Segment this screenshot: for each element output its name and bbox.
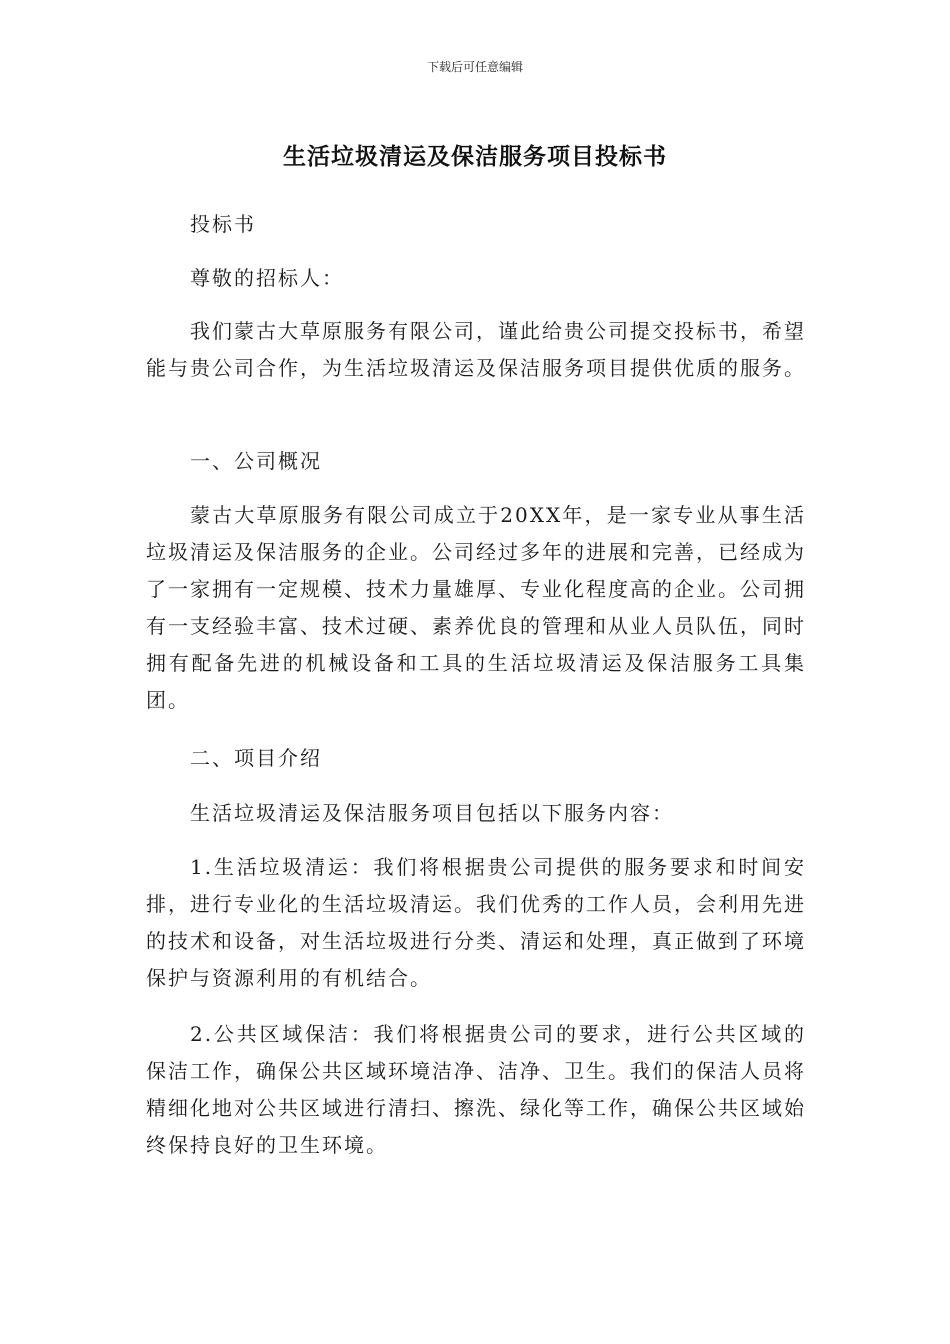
paragraph-intro: 我们蒙古大草原服务有限公司，谨此给贵公司提交投标书，希望能与贵公司合作，为生活垃圾清运及保洁服务项目提供优质的服务。 (146, 319, 806, 380)
paragraph-project-scope: 生活垃圾清运及保洁服务项目包括以下服务内容： (190, 801, 674, 825)
document-title: 生活垃圾清运及保洁服务项目投标书 (283, 144, 667, 170)
header-note: 下载后可任意编辑 (426, 60, 523, 74)
paragraph-heading-tender: 投标书 (190, 212, 256, 236)
paragraph-public-cleaning: 2.公共区域保洁：我们将根据贵公司的要求，进行公共区域的保洁工作，确保公共区域环境洁净、洁净、卫生。我们的保洁人员将精细化地对公共区域进行清扫、擦洗、绿化等工作，确保公共区域始终保持良好的卫生环境。 (146, 1022, 806, 1157)
paragraph-company-overview: 蒙古大草原服务有限公司成立于20XX年，是一家专业从事生活垃圾清运及保洁服务的企业。公司经过多年的进展和完善，已经成为了一家拥有一定规模、技术力量雄厚、专业化程度高的企业。公司拥有一支经验丰富、技术过硬、素养优良的管理和从业人员队伍，同时拥有配备先进的机械设备和工具的生活垃圾清运及保洁服务工具集团。 (146, 503, 806, 712)
paragraph-salutation: 尊敬的招标人： (190, 266, 344, 290)
paragraph-garbage-collection: 1.生活垃圾清运：我们将根据贵公司提供的服务要求和时间安排，进行专业化的生活垃圾清运。我们优秀的工作人员，会利用先进的技术和设备，对生活垃圾进行分类、清运和处理，真正做到了环境保护与资源利用的有机结合。 (146, 855, 806, 990)
section-heading-company: 一、公司概况 (190, 449, 322, 473)
section-heading-project: 二、项目介绍 (190, 746, 322, 770)
